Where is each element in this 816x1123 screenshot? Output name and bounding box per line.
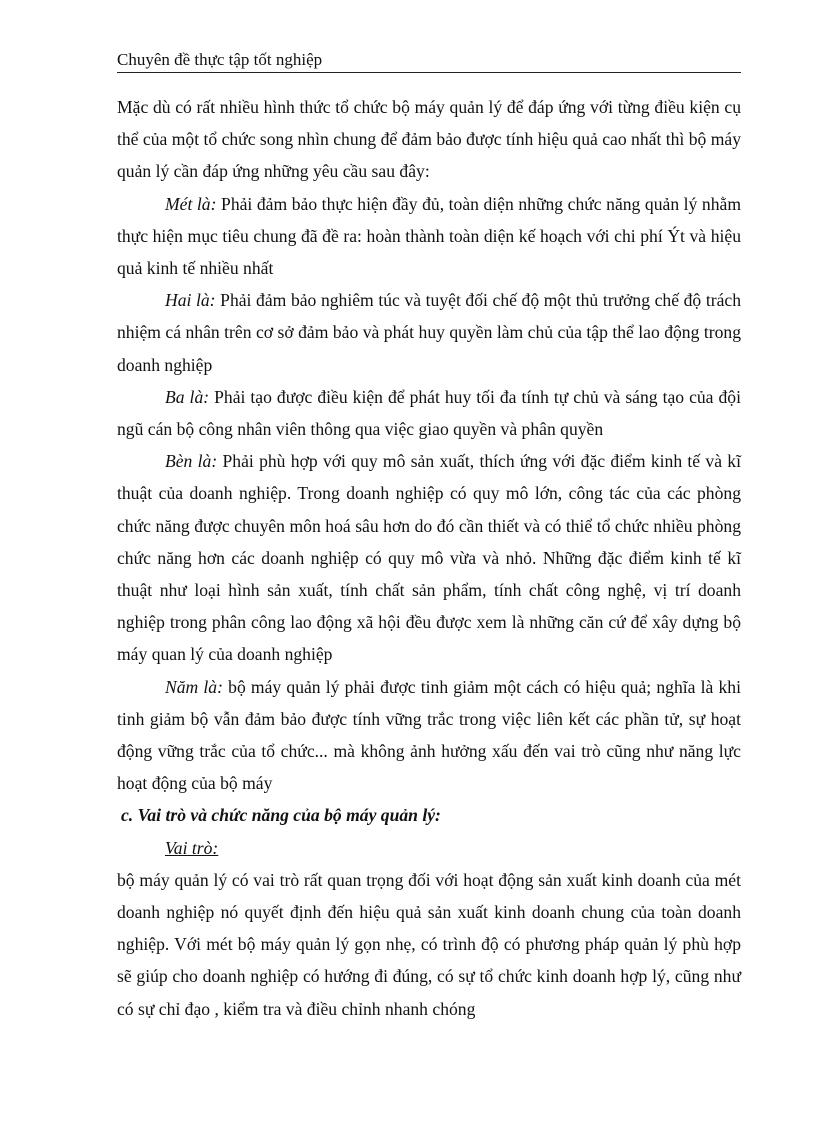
- body-text: [117, 91, 741, 1025]
- intro-paragraph: Mặc dù có rất nhiều hình thức tổ chức bộ máy quản lý để đáp ứng với từng điều kiện cụ thể của một tổ chức song nhìn chung để đảm bảo được tính hiệu quả cao nhất thì bộ máy quản lý cần đáp ứng những yêu cầu sau đây:: [117, 97, 741, 182]
- requirement-4: [117, 445, 741, 670]
- running-header: Chuyên đề thực tập tốt nghiệp: [117, 50, 741, 73]
- requirement-2: [117, 284, 741, 381]
- section-heading: c. Vai trò và chức năng của bộ máy quản lý:: [121, 805, 441, 826]
- requirement-5-lead: Năm là:: [165, 676, 223, 697]
- requirement-4-text: Phải phù hợp với quy mô sản xuất, thích ứng với đặc điểm kinh tế và kĩ thuật của doanh nghiệp. Trong doanh nghiệp có quy mô lớn, công tác của các phòng chức năng được chuyên môn hoá sâu hơn do đó cần thiết và có thiể tổ chức nhiều phòng chức năng hơn các doanh nghiệp có quy mô vừa và nhỏ. Những đặc điểm kinh tế kĩ thuật như loại hình sản xuất, tính chất sản phẩm, tính chất công nghệ, vị trí doanh nghiệp trong phân công lao động xã hội đều được xem là những căn cứ để xây dựng bộ máy quan lý của doanh nghiệp: [117, 451, 741, 665]
- requirement-3-lead: Ba là:: [165, 386, 210, 407]
- requirement-1: [117, 188, 741, 285]
- requirement-2-text: Phải đảm bảo nghiêm túc và tuyệt đối chế độ một thủ trưởng chế độ trách nhiệm cá nhân trên cơ sở đảm bảo và phát huy quyền làm chủ của tập thể lao động trong doanh nghiệp: [117, 290, 741, 375]
- requirement-5: [117, 671, 741, 800]
- requirement-3: [117, 381, 741, 445]
- requirement-5-text: bộ máy quản lý phải được tinh giảm một cách có hiệu quả; nghĩa là khi tinh giảm bộ vẫn đảm bảo được tính vững trắc trong việc liên kết các phần tử, sự hoạt động vững trắc của tổ chức... mà không ảnh hưởng xấu đến vai trò cũng như năng lực hoạt động của bộ máy: [117, 676, 741, 794]
- requirement-1-text: Phải đảm bảo thực hiện đầy đủ, toàn diện những chức năng quản lý nhằm thực hiện mục tiêu chung đã đề ra: hoàn thành toàn diện kế hoạch với chi phí Ýt và hiệu quả kinh tế nhiều nhất: [117, 193, 742, 279]
- subheading-role-label: Vai trò:: [165, 837, 219, 858]
- requirement-1-lead: Mét là:: [165, 193, 217, 214]
- subheading-role: [117, 832, 741, 864]
- requirement-3-text: Phải tạo được điều kiện để phát huy tối đa tính tự chủ và sáng tạo của đội ngũ cán bộ công nhân viên thông qua việc giao quyền và phân quyền: [117, 386, 741, 440]
- requirement-4-lead: Bèn là:: [165, 451, 218, 472]
- requirement-2-lead: Hai là:: [165, 290, 216, 311]
- role-paragraph: bộ máy quản lý có vai trò rất quan trọng đối với hoạt động sản xuất kinh doanh của mét doanh nghiệp nó quyết định đến hiệu quả sản xuất kinh doanh chung của toàn doanh nghiệp. Với mét bộ máy quản lý gọn nhẹ, có trình độ có phương pháp quản lý phù hợp sẽ giúp cho doanh nghiệp có hướng đi đúng, có sự tổ chức kinh doanh hợp lý, cũng như có sự chỉ đạo , kiểm tra và điều chỉnh nhanh chóng: [117, 869, 741, 1019]
